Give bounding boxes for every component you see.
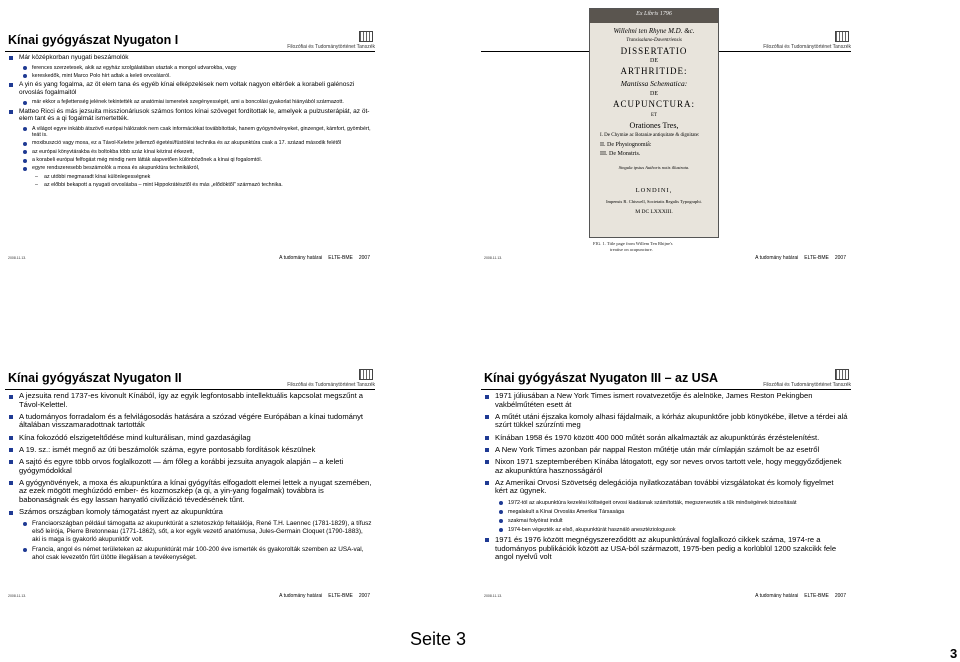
- bullet-level-1: A 19. sz.: ismét megnő az úti beszámolók száma, egyre pontosabb fordítások készülnek: [8, 446, 372, 455]
- footer-org: ELTE-BME: [328, 255, 353, 261]
- bullet-level-1: Matteo Ricci és más jezsuita misszionáriusok számos fontos kínai szöveget fordítottak le, amelyek a pulzusterápiát, az öt-elem tant és a qi fogalmát ismertették.: [8, 108, 372, 123]
- footer-center: A tudomány határai: [279, 255, 323, 261]
- header-rule: [5, 51, 375, 52]
- book-line: DE: [650, 58, 658, 64]
- footer-text: [273, 255, 370, 261]
- slide-4: [481, 343, 851, 603]
- bullet-level-1: 1971 júliusában a New York Times ismert rovatvezetője és alelnöke, James Reston Pekingben vakbélműtéten esett át: [484, 392, 848, 409]
- footer-center: A tudomány határai: [755, 255, 799, 261]
- slide-header: [481, 343, 851, 388]
- bullet-level-1: A tudományos forradalom és a felvilágosodás hatására a szózad végére Európában a kínai tudományt általában visszamaradottnak tartották: [8, 413, 372, 430]
- slide-title: Kínai gyógyászat Nyugaton II: [8, 371, 182, 385]
- bullet-level-2: az európai könyvtárakba és boltokba több száz kínai kézirat érkezett,: [8, 149, 372, 155]
- bullet-level-1: A gyógynövények, a moxa és akupunktúra a kínai gyógyítás elfogadott elemei lettek a nyugat szemében, az ezek mögött meghúzódó ember- és kozmoszkép (a qi, a yin-yang fogalmak) továbbra is babonaságnak és egy lassan hanyatló civilizáció tévedésének tűnt.: [8, 479, 372, 505]
- institute-name: Filozófiai és Tudománytörténet Tanszék: [287, 44, 375, 50]
- bullet-level-2: Franciaországban például támogatta az akupunktúrát a sztetoszkóp feltalálója, René T.H. Laennec (1781-1829), a tífusz első leírója, Pierre Bretonneau (1771-1862), sőt, a kor egyik vezető anatómusa, Jules-Germain Cloquet (1790-1883), aki is maga is gyakorló akupunktőr volt.: [8, 520, 372, 543]
- footer-year: 2007: [358, 255, 370, 261]
- header-rule: [481, 389, 851, 390]
- footer-year: 2007: [834, 255, 846, 261]
- slide-footer: [481, 253, 851, 263]
- institute-logo-icon: [835, 369, 849, 380]
- institute-logo-icon: [359, 369, 373, 380]
- caption-line: FIG. 1. Title page from Willem Ten Rhijne's: [593, 241, 673, 246]
- bullet-level-2: szakmai folyóirat indult: [484, 518, 848, 524]
- slide-footer: [5, 253, 375, 263]
- bullet-level-1: Az Amerikai Orvosi Szövetség delegációja nyilatkozatában további vizsgálatokat és komoly figyelmet kért az ügynek.: [484, 479, 848, 496]
- institute-logo-icon: [835, 31, 849, 42]
- book-line: M DC LXXXIII.: [635, 209, 673, 215]
- bullet-level-2: kereskedők, mint Marco Polo hírt adtak a keleti orvoslásról.: [8, 73, 372, 79]
- bullet-level-2: 1974-ben végezték az első, akupunktúrát használó anesztéziologusok: [484, 527, 848, 533]
- footer-date: 2008.11.13.: [8, 256, 27, 260]
- header-rule: [5, 389, 375, 390]
- bullet-level-1: Számos országban komoly támogatást nyert az akupunktúra: [8, 508, 372, 517]
- bullet-level-2: 1972-tól az akupunktúra kezelési költségeit orvosi kiadásnak számították, megszervezték a tűk minőségének biztosítását: [484, 500, 848, 506]
- slide-footer: [481, 591, 851, 601]
- slide-content: [8, 392, 372, 565]
- institute-name: Filozófiai és Tudománytörténet Tanszék: [763, 382, 851, 388]
- footer-center: A tudomány határai: [279, 593, 323, 599]
- bullet-level-2: a korabeli európai felfogást még mindig nem látták alapvetően különbözőnek a kínai qi fogalomtól.: [8, 157, 372, 163]
- book-line: Transisalano-Daventriensis: [626, 38, 682, 43]
- bullet-level-1: A műtét utáni éjszaka komoly alhasi fájdalmaik, a kórház akupunktőre jobb könyökébe, illetve a térdei alá szúrt tükkel szúrzínti meg: [484, 413, 848, 430]
- page-number: 3: [950, 646, 958, 661]
- footer-org: ELTE-BME: [804, 593, 829, 599]
- footer-year: 2007: [834, 593, 846, 599]
- footer-org: ELTE-BME: [804, 255, 829, 261]
- slide-title: Kínai gyógyászat Nyugaton I: [8, 33, 179, 47]
- bullet-level-1: 1971 és 1976 között megnégyszereződött az akupunktúrával foglalkozó cikkek száma, 1974-re a tudományos publikációk között az USA-ból származott, 1975-ben pedig a korlüblül 1200 szakcikk fele angol nyelvű volt: [484, 536, 848, 562]
- footer-org: ELTE-BME: [328, 593, 353, 599]
- bullet-level-1: A New York Times azonban pár nappal Reston műtétje után már címlapján számolt be az esetről: [484, 446, 848, 455]
- bullet-level-1: Nixon 1971 szeptemberében Kínába látogatott, egy sor neves orvos tartott vele, hogy meggyőződjenek az akupunktúra hasznosságáról: [484, 458, 848, 475]
- book-line: Orationes Tres,: [629, 121, 679, 130]
- slide-title: Kínai gyógyászat Nyugaton III – az USA: [484, 371, 719, 385]
- book-line: ACUPUNCTURA:: [612, 99, 695, 109]
- book-line: I. De Chymiæ ac Botaniæ antiquitate & dignitate:: [600, 133, 700, 138]
- book-line: III. De Monstris.: [600, 151, 641, 157]
- book-line: ET: [650, 113, 658, 118]
- book-line: LONDINI,: [635, 187, 673, 194]
- slide-2: [481, 5, 851, 265]
- book-line: DE: [650, 91, 658, 97]
- institute-name: Filozófiai és Tudománytörténet Tanszék: [763, 44, 851, 50]
- book-handwriting: Ex Libris 1796: [636, 11, 672, 17]
- slide-content: [484, 392, 848, 565]
- book-line: II. De Physiognomiâ:: [600, 142, 652, 148]
- footer-date: 2008.11.13.: [484, 594, 503, 598]
- slide-3: [5, 343, 375, 603]
- footer-year: 2007: [358, 593, 370, 599]
- bullet-level-2: A világot egyre inkább átszövő európai hálózatok nem csak információkat továbbítottak, hanem gyógynövényeket, ginzenget, kámfort, gyömbért, teát is.: [8, 126, 372, 139]
- bullet-level-2: ferences szerzetesek, akik az egyház szolgálatában utaztak a mongol udvarokba, vagy: [8, 65, 372, 71]
- book-line: ARTHRITIDE:: [620, 66, 688, 76]
- bullet-level-3: – az előbbi bekapott a nyugati orvoslásba – mint Hippokrátésztől és más „elődöktől” származó technika.: [8, 182, 372, 188]
- slide-header: [5, 5, 375, 50]
- bullet-level-2: megalakult a Kínai Orvoslás Amerikai Társasága: [484, 509, 848, 515]
- bullet-level-2: moxibuszció vagy moxa, ez a Távol-Keletre jellemző égetési/füstölési technika és az akupunktúra csak a 17. század második felétől: [8, 140, 372, 146]
- institute-logo-icon: [359, 31, 373, 42]
- figure-caption: [593, 241, 673, 253]
- bullet-level-1: Kína fokozódó elszigeteltődése mind kulturálisan, mind gazdaságilag: [8, 434, 372, 443]
- caption-line: treatise on acupuncture.: [610, 246, 653, 252]
- book-author: Willelmi ten Rhyne M.D. &c.: [613, 27, 695, 35]
- slide-1: [5, 5, 375, 265]
- bullet-level-1: A jezsuita rend 1737-es kivonult Kínából, így az egyik legfontosabb intellektuális kapcsolat megszűnt a Távol-Kelettel.: [8, 392, 372, 409]
- page-label: Seite 3: [410, 629, 467, 649]
- slide-content: [8, 54, 372, 190]
- footer-text: [273, 593, 370, 599]
- bullet-level-1: A sajtó és egyre több orvos foglalkozott — ám főleg a korábbi jezsuita anyagok alapján – a keleti gyógymódokkal: [8, 458, 372, 475]
- footer-center: A tudomány határai: [755, 593, 799, 599]
- bullet-level-1: A yin és yang fogalma, az öt elem tana és egyéb kínai elképzelések nem voltak nagyon eltérőek a korabeli galénoszi orvoslás fogalmaitól: [8, 81, 372, 96]
- bullet-level-1: Kínában 1958 és 1970 között 400 000 műtét során alkalmazták az akupunktúrás érzéstelenítést.: [484, 434, 848, 443]
- book-line: Singula ipsius Authoris notis illustrata.: [618, 165, 690, 170]
- book-line: Impensis R. Chiswell, Societatis Regalis Typographi.: [606, 199, 702, 204]
- bullet-level-1: Már középkorban nyugati beszámolók: [8, 54, 372, 62]
- title-page-image: [589, 8, 719, 238]
- bullet-level-3: – az utóbbi megmaradt kínai különlegességnek: [8, 174, 372, 180]
- institute-name: Filozófiai és Tudománytörténet Tanszék: [287, 382, 375, 388]
- bullet-level-2: egyre rendszeresebb beszámolók a moxa és akupunktúra technikákról,: [8, 165, 372, 171]
- footer-text: [749, 593, 846, 599]
- footer-text: [749, 255, 846, 261]
- bullet-level-2: már ekkor a fejlettenség jelének tekintették az anatómiai ismeretek szegényességét, ami a boncolási gyakorlat hiányából származott.: [8, 99, 372, 105]
- bullet-level-2: Francia, angol és német területeken az akupunktúrát már 100-200 éve ismerték és gyakorolták szemben az USA-val, ahol csak levezetőn fűrt ütötte illegálisan a tevékenységet.: [8, 546, 372, 561]
- book-line: DISSERTATIO: [620, 46, 688, 56]
- book-line: Mantissa Schematica:: [620, 79, 688, 88]
- footer-date: 2008.11.13.: [8, 594, 27, 598]
- slide-footer: [5, 591, 375, 601]
- slide-header: [5, 343, 375, 388]
- footer-date: 2008.11.13.: [484, 256, 503, 260]
